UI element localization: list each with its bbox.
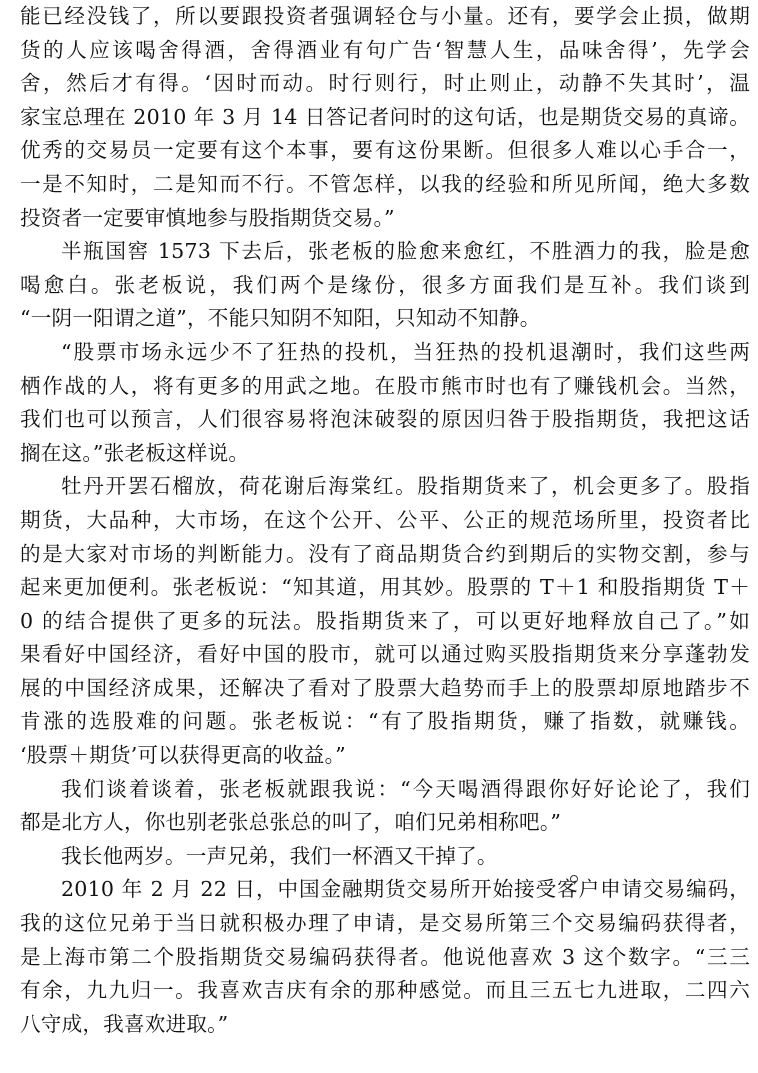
document-page: [20, 0, 750, 1041]
text-line: 家宝总理在 2010 年 3 月 14 日答记者问时的这句话，也是期货交易的真谛。: [20, 104, 750, 129]
text-line: 0 的结合提供了更多的玩法。股指期货来了，可以更好地释放自己了。”如: [20, 608, 750, 633]
text-line: 有余，九九归一。我喜欢吉庆有余的那种感觉。而且三五七九进取，二四六: [20, 978, 750, 1003]
paragraph: [20, 873, 750, 1041]
text-line: 我们也可以预言，人们很容易将泡沫破裂的原因归咎于股指期货，我把这话: [20, 407, 750, 432]
paragraph: [20, 470, 750, 772]
text-line: 优秀的交易员一定要有这个本事，要有这份果断。但很多人难以心手合一，: [20, 138, 750, 163]
text-line: “股票市场永远少不了狂热的投机，当狂热的投机退潮时，我们这些两: [61, 339, 750, 364]
text-line: 起来更加便利。张老板说：“知其道，用其妙。股票的 T＋1 和股指期货 T＋: [20, 575, 750, 600]
text-line: 栖作战的人，将有更多的用武之地。在股市熊市时也有了赚钱机会。当然，: [20, 373, 750, 398]
paragraph: [20, 235, 750, 336]
paragraph: [20, 773, 750, 840]
paragraph: [20, 0, 750, 235]
text-line: 牡丹开罢石榴放，荷花谢后海棠红。股指期货来了，机会更多了。股指: [61, 474, 750, 499]
text-line: 果看好中国经济，看好中国的股市，就可以通过购买股指期货来分享蓬勃发: [20, 642, 750, 667]
text-line: 喝愈白。张老板说，我们两个是缘份，很多方面我们是互补。我们谈到: [20, 272, 750, 297]
paragraph: [20, 336, 750, 470]
text-line: ‘股票＋期货’可以获得更高的收益。”: [20, 743, 346, 768]
text-line: 展的中国经济成果，还解决了看对了股票大趋势而手上的股票却原地踏步不: [20, 675, 750, 700]
text-line: 是上海市第二个股指期货交易编码获得者。他说他喜欢 3 这个数字。“三三: [20, 944, 750, 969]
text-line: 投资者一定要审慎地参与股指期货交易。”: [20, 205, 395, 230]
text-line: 半瓶国窖 1573 下去后，张老板的脸愈来愈红，不胜酒力的我，脸是愈: [61, 239, 750, 264]
text-line: 都是北方人，你也别老张总张总的叫了，咱们兄弟相称吧。”: [20, 810, 562, 835]
paragraph: [20, 840, 750, 874]
scan-speck: [570, 875, 578, 883]
text-line: 搁在这。”张老板这样说。: [20, 440, 250, 465]
text-line: 八守成，我喜欢进取。”: [20, 1011, 229, 1036]
text-line: 期货，大品种，大市场，在这个公开、公平、公正的规范场所里，投资者比: [20, 507, 750, 532]
text-line: 一是不知时，二是知而不行。不管怎样，以我的经验和所见所闻，绝大多数: [20, 171, 750, 196]
text-line: 货的人应该喝舍得酒，舍得酒业有句广告‘智慧人生，品味舍得’，先学会: [20, 37, 750, 62]
text-line: “一阴一阳谓之道”，不能只知阴不知阳，只知动不知静。: [20, 306, 541, 331]
text-line: 我们谈着谈着，张老板就跟我说：“今天喝酒得跟你好好论论了，我们: [61, 776, 750, 801]
text-line: 2010 年 2 月 22 日，中国金融期货交易所开始接受客户申请交易编码，: [61, 877, 750, 902]
text-line: 我长他两岁。一声兄弟，我们一杯酒又干掉了。: [61, 843, 498, 868]
text-line: 的是大家对市场的判断能力。没有了商品期货合约到期后的实物交割，参与: [20, 541, 750, 566]
text-line: 我的这位兄弟于当日就积极办理了申请，是交易所第三个交易编码获得者，: [20, 911, 750, 936]
text-line: 能已经没钱了，所以要跟投资者强调轻仓与小量。还有，要学会止损，做期: [20, 4, 750, 28]
text-line: 肯涨的选股难的问题。张老板说：“有了股指期货，赚了指数，就赚钱。: [20, 709, 750, 734]
text-line: 舍，然后才有得。‘因时而动。时行则行，时止则止，动静不失其时’，温: [20, 71, 750, 96]
